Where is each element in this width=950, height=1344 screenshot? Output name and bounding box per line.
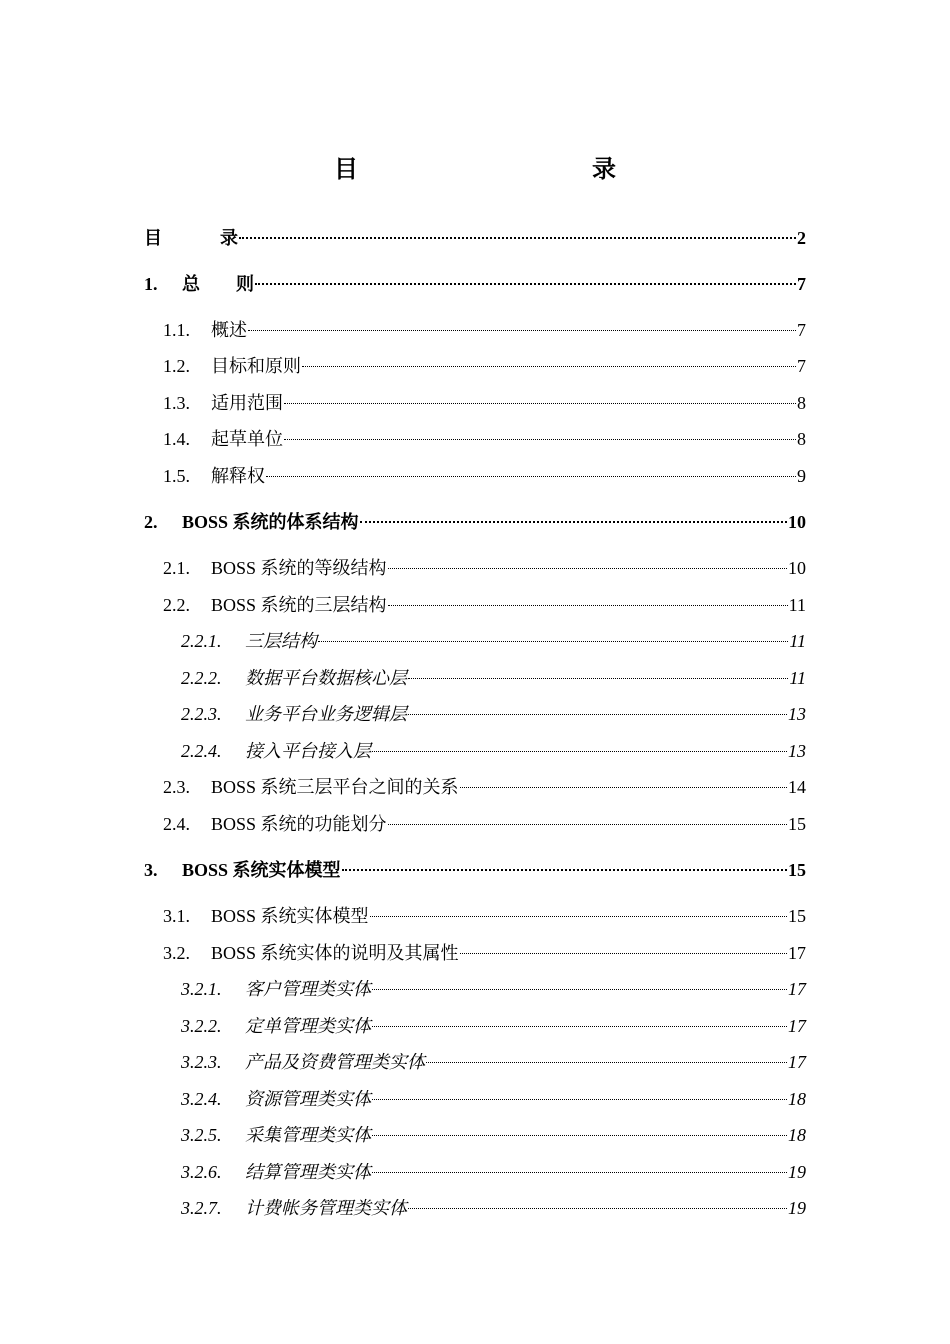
toc-entry-number: 3.2.1. [181,979,222,999]
toc-entry-number: 2.2.4. [181,741,222,761]
dot-leader [302,346,796,372]
dot-leader [372,1152,787,1178]
toc-entry[interactable] [0,896,806,926]
toc-entry-text: BOSS 系统实体模型 [182,860,341,880]
toc-entry-page: 13 [788,741,806,761]
toc-entry[interactable] [0,1115,806,1145]
dot-leader [388,548,787,574]
dot-leader [360,502,787,528]
toc-entry-page: 7 [797,274,806,294]
toc-entry-page: 11 [789,631,806,651]
toc-entry-page: 17 [788,979,806,999]
toc-entry-page: 8 [797,429,806,449]
toc-entry-number: 3.2.2. [181,1016,222,1036]
toc-entry-page: 11 [788,595,806,615]
dot-leader [388,804,787,830]
toc-entry-page: 9 [797,466,806,486]
toc-entry[interactable] [0,1188,806,1218]
toc-entry-number: 1.1. [163,320,190,340]
toc-entry-page: 8 [797,393,806,413]
toc-entry-text: 数据平台数据核心层 [245,668,407,688]
toc-entry-page: 18 [788,1089,806,1109]
toc-entry[interactable] [0,346,806,376]
toc-entry-page: 17 [788,1052,806,1072]
page-title: 目 录 [334,157,678,183]
dot-leader [426,1042,787,1068]
toc-entry-number: 2.3. [163,777,190,797]
toc-entry-number: 目 [144,228,162,248]
toc-entry-number: 2.1. [163,558,190,578]
dot-leader [370,896,787,922]
toc-entry[interactable] [0,310,806,340]
toc-entry-number: 1.5. [163,466,190,486]
dot-leader [372,731,787,757]
toc-entry[interactable] [0,1152,806,1182]
dot-leader [460,933,787,959]
toc-entry-page: 17 [788,1016,806,1036]
toc-entry[interactable] [0,767,806,797]
toc-entry-text: 解释权 [211,466,265,486]
toc-entry-number: 2.2.2. [181,668,222,688]
toc-entry[interactable] [0,658,806,688]
toc-entry-number: 3.2.7. [181,1198,222,1218]
dot-leader [284,419,796,445]
toc-entry-page: 14 [788,777,806,797]
toc-entry[interactable] [0,548,806,578]
dot-leader [372,1115,787,1141]
toc-entry-page: 19 [788,1198,806,1218]
toc-entry[interactable] [0,850,806,880]
toc-entry-page: 2 [797,228,806,248]
toc-entry-page: 19 [788,1162,806,1182]
toc-entry-page: 13 [788,704,806,724]
toc-entry-text: 结算管理类实体 [245,1162,371,1182]
toc-entry-number: 2.2.3. [181,704,222,724]
toc-entry-text: BOSS 系统的功能划分 [211,814,387,834]
toc-entry[interactable] [0,502,806,532]
toc-entry[interactable] [0,1006,806,1036]
toc-entry-text: 客户管理类实体 [245,979,371,999]
toc-entry-text: 接入平台接入层 [245,741,371,761]
toc-entry-text: 概述 [211,320,247,340]
toc-entry[interactable] [0,456,806,486]
toc-entry-text: BOSS 系统的等级结构 [211,558,387,578]
dot-leader [284,383,796,409]
toc-entry-text: 总 则 [182,274,254,294]
toc-entry-number: 3.2.6. [181,1162,222,1182]
toc-entry[interactable] [0,694,806,724]
toc-entry-text: 适用范围 [211,393,283,413]
toc-entry-number: 3.2.5. [181,1125,222,1145]
toc-entry-text: 三层结构 [245,631,317,651]
toc-entry[interactable] [0,1042,806,1072]
toc-entry-page: 17 [788,943,806,963]
toc-entry-page: 18 [788,1125,806,1145]
toc-entry-number: 3.2. [163,943,190,963]
toc-entry-page: 15 [788,860,806,880]
toc-entry[interactable] [0,731,806,761]
toc-entry-number: 2.2.1. [181,631,222,651]
toc-entry[interactable] [0,1079,806,1109]
dot-leader [318,621,788,647]
dot-leader [460,767,787,793]
dot-leader [408,658,788,684]
toc-entry-page: 10 [788,512,806,532]
dot-leader [372,969,787,995]
toc-entry-number: 3.2.4. [181,1089,222,1109]
toc-entry-text: 录 [220,228,238,248]
toc-entry-text: 定单管理类实体 [245,1016,371,1036]
toc-entry[interactable] [0,264,806,294]
dot-leader [408,1188,787,1214]
toc-entry-number: 1.3. [163,393,190,413]
toc-entry-text: 资源管理类实体 [245,1089,371,1109]
toc-entry-number: 1.2. [163,356,190,376]
dot-leader [372,1006,787,1032]
toc-entry-number: 3. [144,860,158,880]
toc-entry-page: 7 [797,320,806,340]
dot-leader [408,694,787,720]
toc-entry-page: 15 [788,814,806,834]
toc-entry-number: 3.2.3. [181,1052,222,1072]
toc-entry-text: 采集管理类实体 [245,1125,371,1145]
toc-entry[interactable] [0,419,806,449]
toc-entry-text: BOSS 系统实体模型 [211,906,369,926]
toc-entry-text: 业务平台业务逻辑层 [245,704,407,724]
toc-entry-text: BOSS 系统的体系结构 [182,512,359,532]
toc-entry-page: 11 [789,668,806,688]
toc-entry-number: 1.4. [163,429,190,449]
toc-entry-number: 2.2. [163,595,190,615]
toc-entry-text: 产品及资费管理类实体 [245,1052,425,1072]
dot-leader [266,456,796,482]
toc-entry[interactable] [0,585,806,615]
dot-leader [239,218,796,244]
dot-leader [342,850,787,876]
toc-entry[interactable] [0,383,806,413]
toc-entry[interactable] [0,804,806,834]
toc-entry-text: BOSS 系统实体的说明及其属性 [211,943,459,963]
toc-entry[interactable] [0,969,806,999]
toc-entry-text: 目标和原则 [211,356,301,376]
toc-entry-number: 3.1. [163,906,190,926]
toc-entry-text: BOSS 系统三层平台之间的关系 [211,777,459,797]
toc-entry[interactable] [0,621,806,651]
toc-entry-page: 7 [797,356,806,376]
toc-entry-number: 2.4. [163,814,190,834]
toc-entry[interactable] [0,218,806,248]
dot-leader [248,310,796,336]
toc-entry-page: 15 [788,906,806,926]
dot-leader [388,585,788,611]
toc-entry-number: 1. [144,274,158,294]
toc-entry-text: 计费帐务管理类实体 [245,1198,407,1218]
toc-entry-page: 10 [788,558,806,578]
dot-leader [255,264,796,290]
dot-leader [372,1079,787,1105]
toc-entry-text: BOSS 系统的三层结构 [211,595,387,615]
toc-entry-text: 起草单位 [211,429,283,449]
toc-entry[interactable] [0,933,806,963]
toc-entry-number: 2. [144,512,158,532]
